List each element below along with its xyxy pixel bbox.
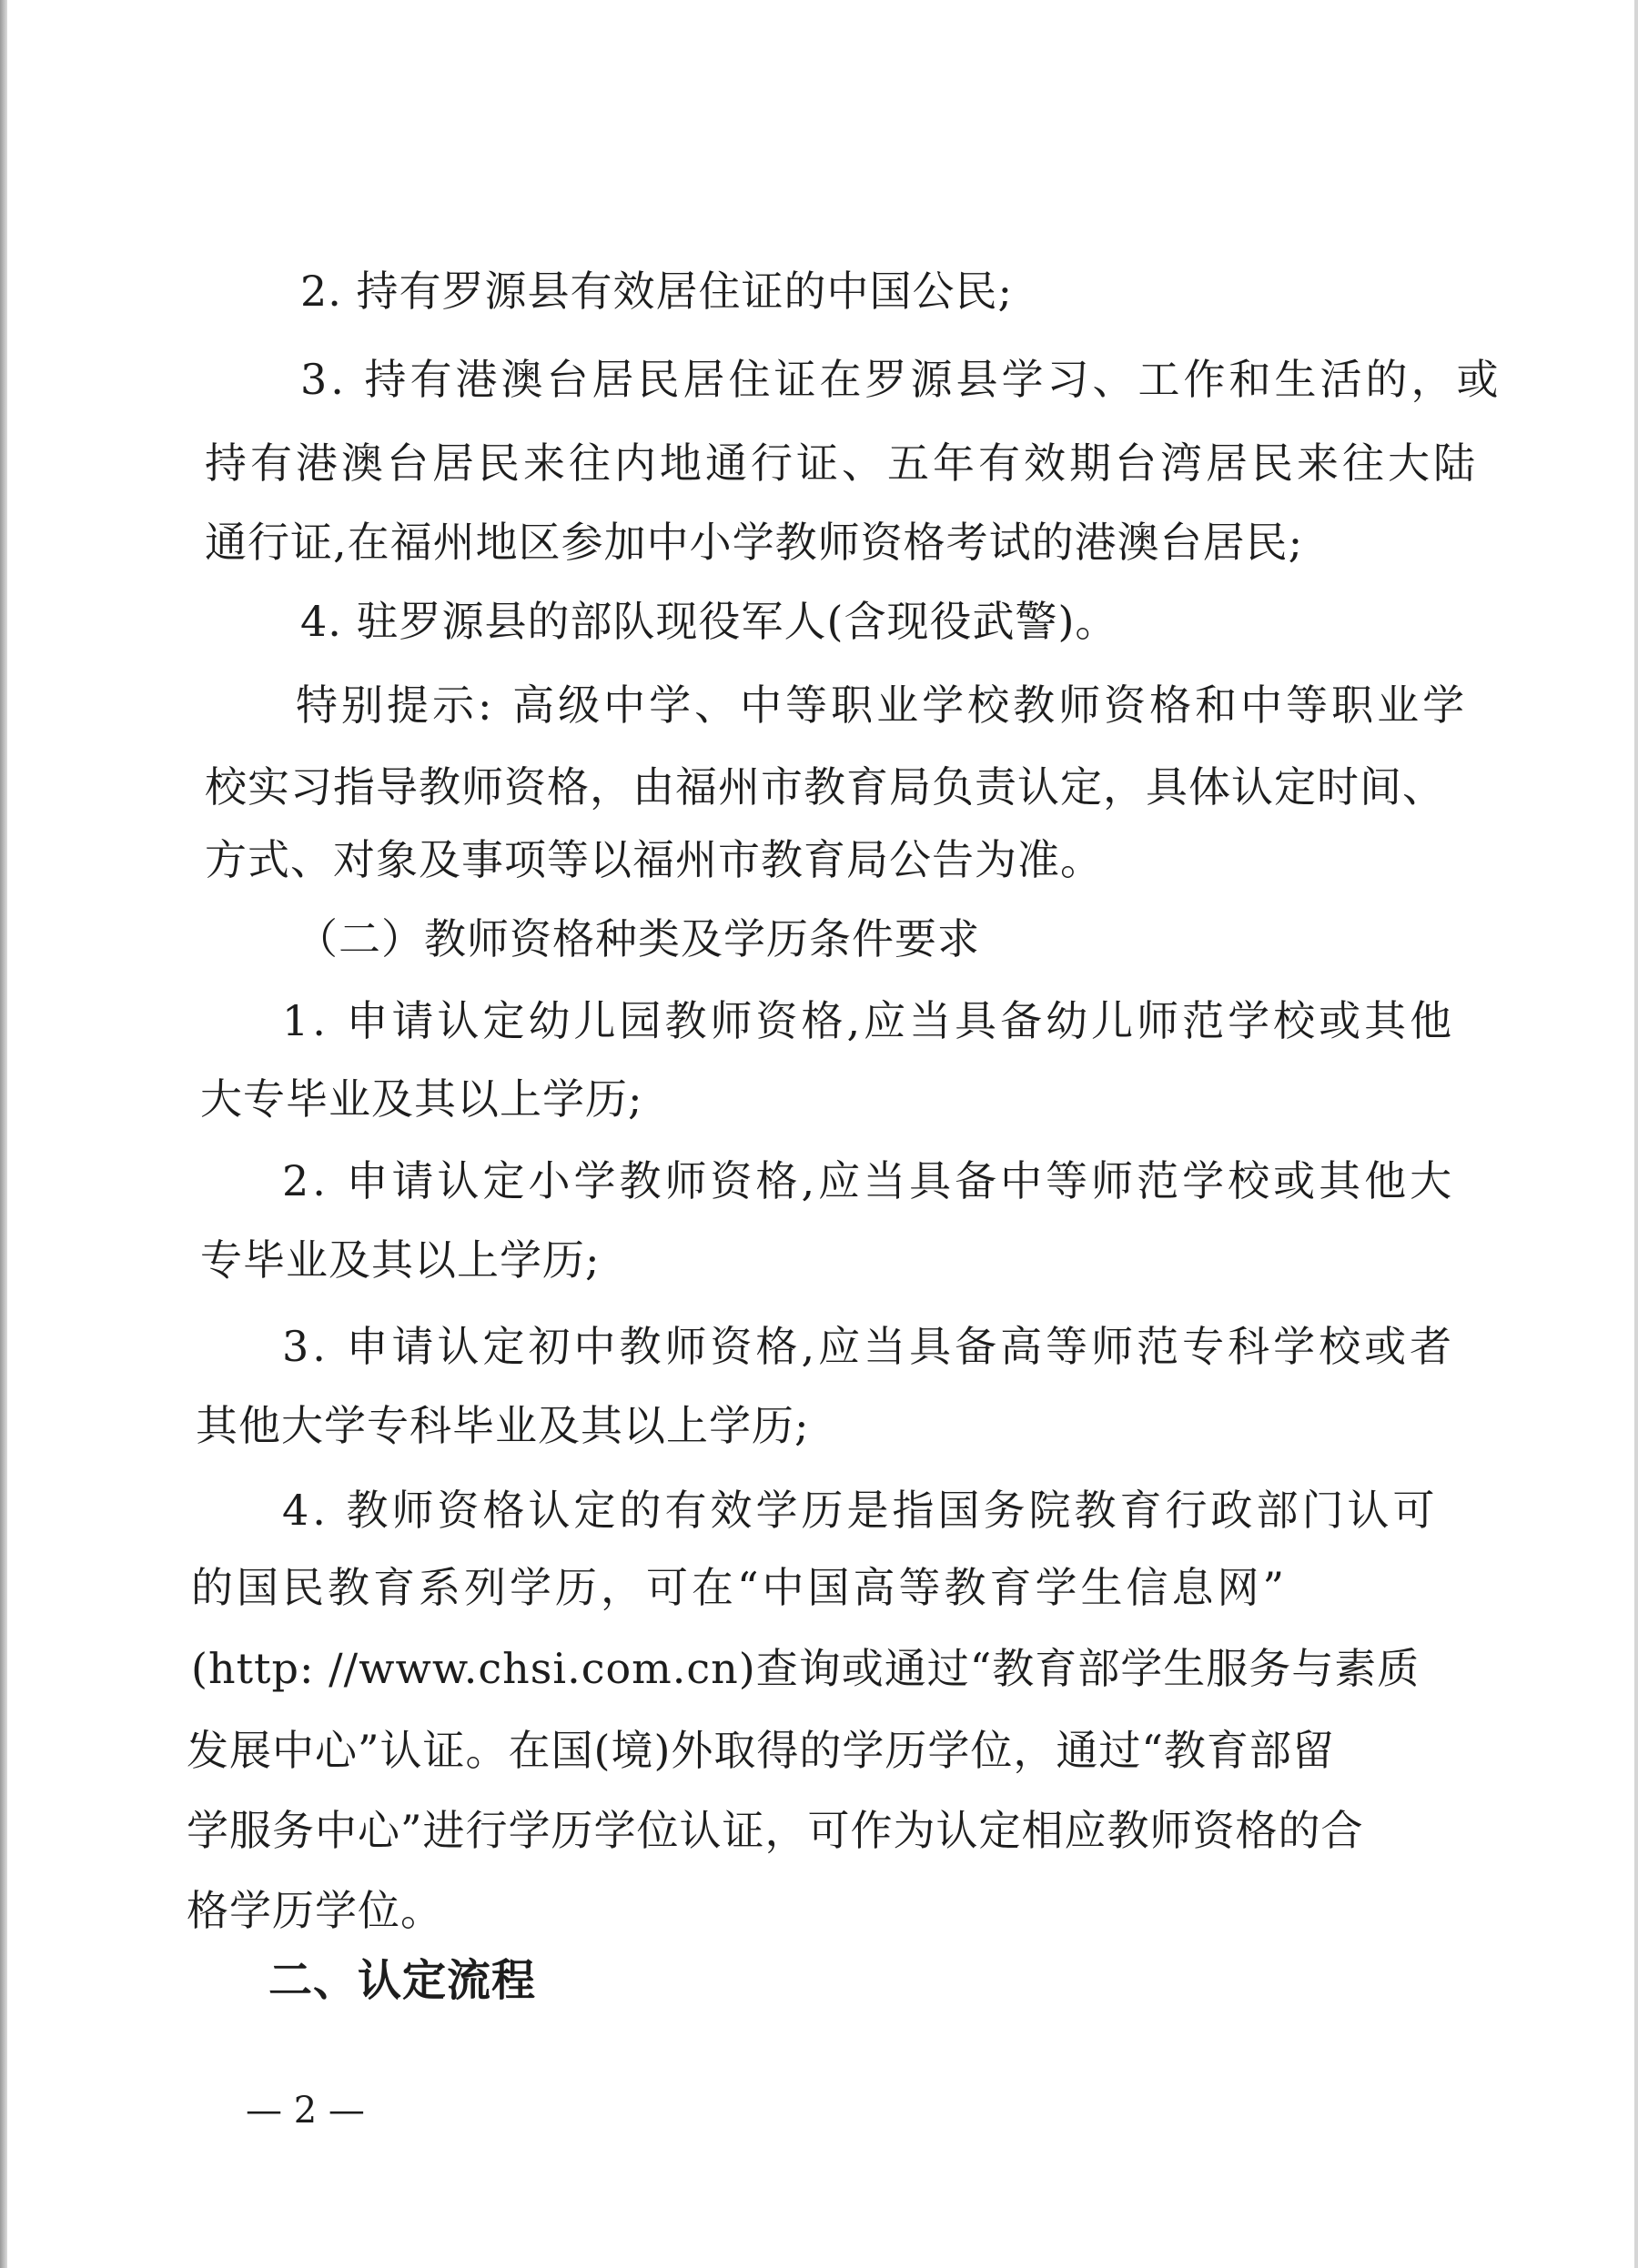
- scan-edge-left: [0, 0, 7, 2268]
- req-1-kindergarten-line2: 大专毕业及其以上学历;: [200, 1074, 643, 1124]
- item-3-hk-macao-taiwan-line2: 持有港澳台居民来往内地通行证、五年有效期台湾居民来往大陆: [205, 438, 1479, 488]
- scan-edge-right: [1634, 0, 1638, 2268]
- item-3-hk-macao-taiwan-line1: 3. 持有港澳台居民居住证在罗源县学习、工作和生活的，或: [300, 355, 1502, 404]
- req-2-primary-line1: 2. 申请认定小学教师资格,应当具备中等师范学校或其他大: [282, 1156, 1456, 1205]
- special-notice-line1: 特别提示: 高级中学、中等职业学校教师资格和中等职业学: [296, 680, 1469, 730]
- req-4-valid-degree-line5: 学服务中心”进行学历学位认证，可作为认定相应教师资格的合: [187, 1806, 1364, 1855]
- page-number: — 2 —: [246, 2090, 365, 2132]
- special-notice-line2: 校实习指导教师资格，由福州市教育局负责认定，具体认定时间、: [205, 762, 1445, 811]
- item-3-hk-macao-taiwan-line3: 通行证,在福州地区参加中小学教师资格考试的港澳台居民;: [205, 518, 1304, 567]
- item-2-residence-permit: 2. 持有罗源县有效居住证的中国公民;: [300, 267, 1014, 316]
- section-heading-qualification-types: （二）教师资格种类及学历条件要求: [296, 914, 980, 963]
- req-3-junior-high-line1: 3. 申请认定初中教师资格,应当具备高等师范专科学校或者: [282, 1322, 1456, 1371]
- special-notice-line3: 方式、对象及事项等以福州市教育局公告为准。: [205, 835, 1103, 884]
- req-4-valid-degree-line4: 发展中心”认证。在国(境)外取得的学历学位，通过“教育部留: [187, 1726, 1335, 1775]
- req-3-junior-high-line2: 其他大学专科毕业及其以上学历;: [196, 1401, 810, 1450]
- req-4-valid-degree-line2: 的国民教育系列学历，可在“中国高等教育学生信息网”: [191, 1563, 1289, 1612]
- item-4-military: 4. 驻罗源县的部队现役军人(含现役武警)。: [300, 597, 1118, 646]
- req-4-valid-degree-line3: (http: //www.chsi.com.cn)查询或通过“教育部学生服务与素质: [191, 1644, 1421, 1693]
- req-4-valid-degree-line1: 4. 教师资格认定的有效学历是指国务院教育行政部门认可: [282, 1486, 1439, 1535]
- req-2-primary-line2: 专毕业及其以上学历;: [200, 1235, 601, 1285]
- req-1-kindergarten-line1: 1. 申请认定幼儿园教师资格,应当具备幼儿师范学校或其他: [282, 996, 1456, 1045]
- req-4-valid-degree-line6: 格学历学位。: [187, 1886, 443, 1935]
- section-heading-certification-process: 二、认定流程: [268, 1955, 537, 2006]
